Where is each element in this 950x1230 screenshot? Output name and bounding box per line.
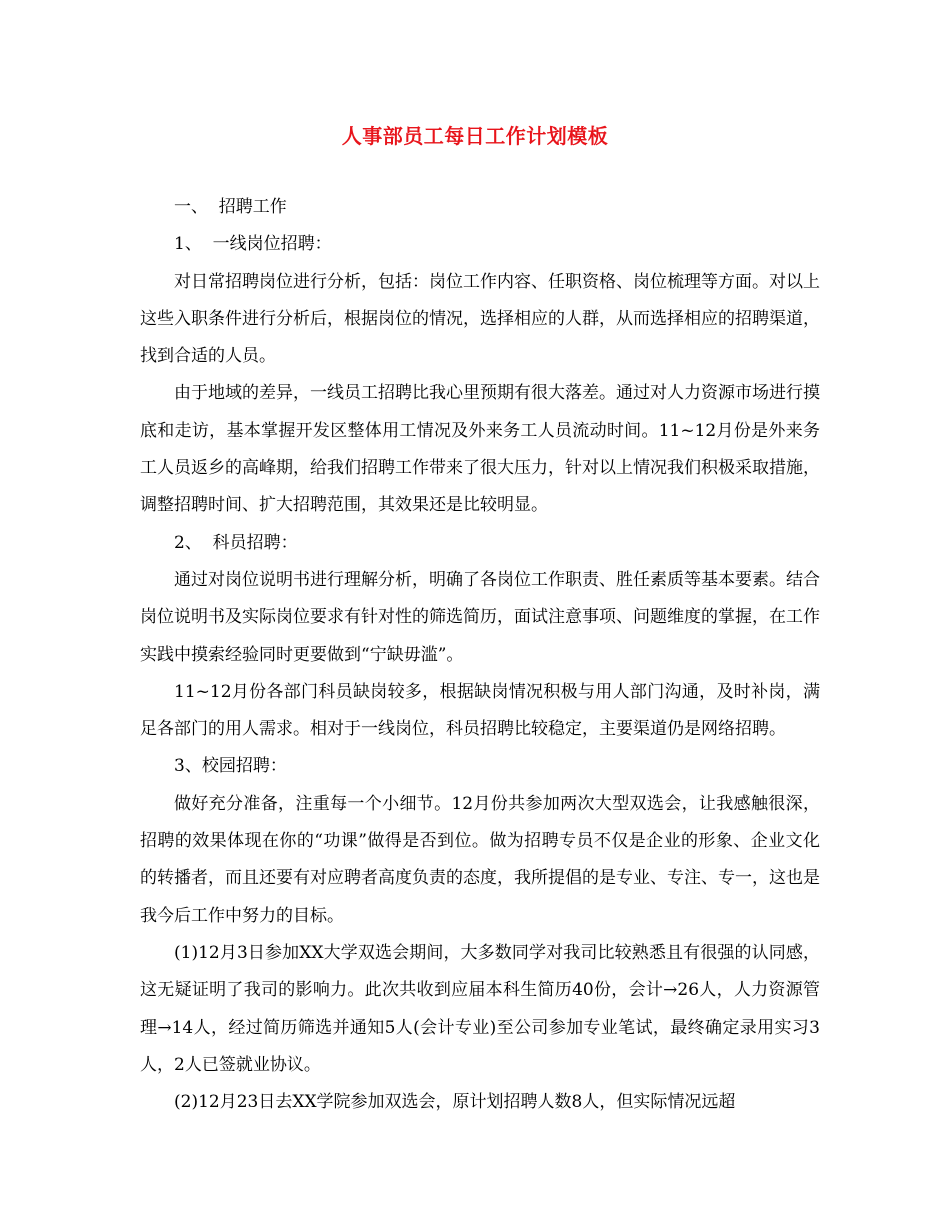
paragraph-staff-analysis: 通过对岗位说明书进行理解分析，明确了各岗位工作职责、胜任素质等基本要素。结合岗位说明书及实际岗位要求有针对性的筛选简历，面试注意事项、问题维度的掌握，在工作实践中摸索经验同时更要做到“宁缺毋滥”。 [140, 569, 820, 665]
paragraph-campus-fair-1: (1)12月3日参加XX大学双选会期间，大多数同学对我司比较熟悉且有很强的认同感，这无疑证明了我司的影响力。此次共收到应届本科生简历40份，会计→26人，人力资源管理→14人，经过简历筛选并通知5人(会计专业)至公司参加专业笔试，最终确定录用实习3人，2人已签就业协议。 [140, 942, 820, 1075]
paragraph-staff-vacancies: 11~12月份各部门科员缺岗较多，根据缺岗情况积极与用人部门沟通，及时补岗，满足各部门的用人需求。相对于一线岗位，科员招聘比较稳定，主要渠道仍是网络招聘。 [140, 681, 820, 740]
subheading-frontline-recruitment: 1、 一线岗位招聘： [174, 234, 332, 255]
subheading-staff-recruitment: 2、 科员招聘： [174, 532, 298, 553]
paragraph-frontline-analysis: 对日常招聘岗位进行分析，包括：岗位工作内容、任职资格、岗位梳理等方面。对以上这些入职条件进行分析后，根据岗位的情况，选择相应的人群，从而选择相应的招聘渠道，找到合适的人员。 [140, 271, 820, 367]
paragraph-frontline-regional: 由于地域的差异，一线员工招聘比我心里预期有很大落差。通过对人力资源市场进行摸底和走访，基本掌握开发区整体用工情况及外来务工人员流动时间。11~12月份是外来务工人员返乡的高峰期，给我们招聘工作带来了很大压力，针对以上情况我们积极采取措施，调整招聘时间、扩大招聘范围，其效果还是比较明显。 [140, 383, 820, 516]
paragraph-campus-fair-2: (2)12月23日去XX学院参加双选会，原计划招聘人数8人，但实际情况远超 [174, 1092, 736, 1113]
paragraph-campus-preparation: 做好充分准备，注重每一个小细节。12月份共参加两次大型双选会，让我感触很深，招聘的效果体现在你的“功课”做得是否到位。做为招聘专员不仅是企业的形象、企业文化的转播者，而且还要有对应聘者高度负责的态度，我所提倡的是专业、专注、专一，这也是我今后工作中努力的目标。 [140, 793, 820, 926]
document-body [140, 189, 820, 1121]
subheading-campus-recruitment: 3、校园招聘： [174, 756, 287, 777]
section-heading-recruitment: 一、 招聘工作 [174, 197, 287, 217]
document-title: 人事部员工每日工作计划模板 [341, 124, 609, 148]
